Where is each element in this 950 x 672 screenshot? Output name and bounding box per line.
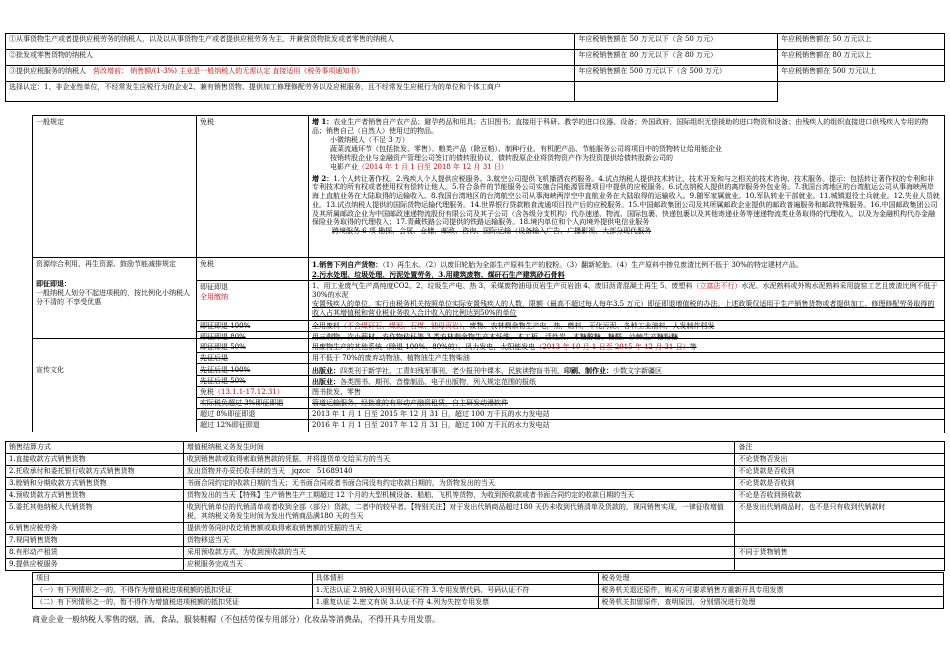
cul-row-line-4 <box>196 386 944 387</box>
timing-row-method: 1.直接收款方式销售货物 <box>6 454 184 466</box>
instant-full-content: 1、用工业废气生产高纯度CO2。2、垃圾生产电、热 3、采煤废物油母页岩生产页岩油 4、废旧沥青混凝土再生 5、废塑料（立富法不行）水泥、水泥熟料或外购水泥熟料采用旋窑工艺且废渣比例不低于 30%的水泥 安置残疾人的单位，实行由税务机关按照单位实际安置残疾人的人数，限额（最高不超过每人每年3.5 万元）即征即退增值税的办法。上述政策仅适用于生产销售货物或者提供加工、修理修配劳务取得的收入占其增值税和营业税业务收入合计收入的比例达到50%的单位 <box>312 282 938 318</box>
timing-row-note <box>735 535 945 547</box>
deduction-row-case: 1.重复认证 2.密文有误 3.认证不符 4.列为失控专用发票 <box>312 597 598 609</box>
taxpayer-type-table <box>5 33 945 102</box>
middle-col2-line <box>196 115 197 432</box>
general-label: 一般规定 <box>36 118 64 126</box>
top-row-4-cond: 选择认定：1、非企业性单位，不经常发生应税行为的企业2、兼有销售货物、提供加工修理修配劳务以及应税服务，且不经常发生应税行为的单位和个体工商户 <box>6 82 575 102</box>
pre-refund-label: 先征后退 <box>200 354 228 362</box>
soft-2-label: 超过 8%即征即退 <box>200 410 256 418</box>
timing-row-note: 不同于货物销售 <box>735 547 945 559</box>
top-row-1-cond: ①从事货物生产或者提供应税劳务的纳税人，以及以从事货物生产或者提供应税劳务为主，并兼营货物批发或者零售的纳税人 <box>6 34 575 50</box>
timing-row-method: 2.托收承付和委托银行收款方式销售货物 <box>6 466 184 478</box>
middle-left-line <box>32 115 33 432</box>
timing-row-time: 提供劳务同时收讫销售额或取得索取销售额的凭据的当天 <box>183 522 735 534</box>
top-row-3-general: 年应税销售额在 500 万元以上 <box>778 66 945 82</box>
soft-3-label: 超过 12%即征即退 <box>200 421 260 429</box>
culture-label: 宣传文化 <box>36 366 64 374</box>
deduction-row-handling: 税务机关扣留原件，查明原因，分别情况进行处理 <box>598 597 943 609</box>
exempt-sim-label: 免税（13.1.1-17.12.31） <box>200 388 284 396</box>
timing-row-time: 收到代销单位的代销清单或者收到全部（部分）货款，二者中的较早者。【特别关注】对于发出代销商品超过180 天仍未收到代销清单及货款的，视同销售实现，一律征收增值税，其纳税义务发生时间为发出代销商品满180 天的当天 <box>183 502 735 523</box>
timing-row-note: 不论是否收到预收款 <box>735 490 945 502</box>
timing-row-method: 9.提供应税服务 <box>6 559 184 571</box>
resource-label: 资源综合利用、再生资源、鼓励节能减排规定 <box>36 260 176 268</box>
top-row-1-small: 年应税销售额在 50 万元以下（含 50 万元） <box>575 34 778 50</box>
refund-50-label: 即征即退 50% <box>200 343 246 351</box>
deduction-row-case: 1.无法认证 2.纳税人识别号认证不符 3.专用发票代码、号码认证不符 <box>312 585 598 597</box>
deduction-row-item: （一）有下列情形之一的，不得作为增值税进项税额的抵扣凭证 <box>33 585 313 597</box>
timing-row-time: 发出货物并办妥托收手续的当天 jqzcc 51689140 <box>183 466 735 478</box>
instant-refund-note: 一般纳税人划分不起进项税的，按比例化小纳税人分不清的 不享受优惠 <box>36 289 190 307</box>
timing-header-note: 备注 <box>735 442 945 454</box>
timing-row-time: 书面合同约定的收款日期的当天；无书面合同或者书面合同没有约定收款日期的，为货物发出的当天 <box>183 478 735 490</box>
deduction-row-item: （二）有下列情形之一的，暂不得作为增值税进项税额的抵扣凭证 <box>33 597 313 609</box>
top-row-4-empty-b <box>778 82 945 102</box>
soft-1-content: 管道运输服务，经批准的有形动产融资租赁，自主研发动漫软件 <box>312 399 508 407</box>
cul-row-line-3 <box>196 375 944 376</box>
tax-timing-table <box>5 441 945 571</box>
deduction-row-handling: 税务机关退还原件，购买方可要求销售方重新开具专用发票 <box>598 585 943 597</box>
cul-row-line-7 <box>196 419 944 420</box>
timing-row-method: 8.有形动产租赁 <box>6 547 184 559</box>
timing-row-note: 不是发出代销商品时，也不是只有收到代销款时 <box>735 502 945 523</box>
pre-refund-content: 用不低于 70%的废弃动物油、植物油生产生物柴油 <box>312 354 470 362</box>
culture-100-label: 先征后退 100% <box>200 366 251 374</box>
cul-row-line-2 <box>196 363 944 364</box>
soft-3-content: 2016 年 1 月 1 日至 2017 年 12 月 31 日，超过 100 万千瓦的水力发电站 <box>312 421 550 429</box>
timing-header-method: 销售结算方式 <box>6 442 184 454</box>
timing-row-method: 5.委托其他纳税人代销货物 <box>6 502 184 523</box>
deduction-header-case: 具体情形 <box>312 573 598 585</box>
instant-label: 即征即退 <box>200 283 228 291</box>
deduction-header-handling: 税务处理 <box>598 573 943 585</box>
timing-row-time: 货物发出的当天【特殊】生产销售生产工期超过 12 个月的大型机械设备、船舶、飞机等货物，为收到预收款或者书面合同约定的收款日期的当天 <box>183 490 735 502</box>
soft-1-label: 实际税负超过 3%即征即退 <box>200 399 284 407</box>
refund-50-content: 用废物生产的其他系统（除退 100%、80%的）、风力发电，太阳能发电（2013 年 10 月 1 日至 2015 年 12 月 31 日）等 <box>312 343 697 351</box>
cul-row-line-6 <box>196 408 944 409</box>
top-row-2-general: 年应税销售额在 80 万元以上 <box>778 50 945 66</box>
deduction-header-item: 项目 <box>33 573 313 585</box>
culture-100-content: 出版业：四类刊于新学社，工青妇残军事刊，老少报刊中课本，民族读物盲书刊，印刷、制作业：少数文字新疆区 <box>312 366 662 375</box>
top-row-3-small: 年应税销售额在 500 万元以下（含 500 万元） <box>575 66 778 82</box>
res-row-line-2 <box>196 320 944 321</box>
refund-100-label: 即征即退 100% <box>200 322 251 330</box>
refund-80-label: 即征即退 80% <box>200 333 246 341</box>
timing-row-method: 6.销售应税劳务 <box>6 522 184 534</box>
top-row-2-small: 年应税销售额在 80 万元以下（含 80 万元） <box>575 50 778 66</box>
res-row-line-3 <box>196 331 944 332</box>
timing-row-time: 应税服务完成当天 <box>183 559 735 571</box>
exempt-sim-content: 图书批发、零售 <box>312 388 361 396</box>
timing-row-method: 4.预收货款方式销售货物 <box>6 490 184 502</box>
middle-col3-line <box>308 115 309 432</box>
timing-row-method: 3.赊销和分期收款方式销售货物 <box>6 478 184 490</box>
timing-row-note: 不论货款是否收到 <box>735 466 945 478</box>
res-exempt-label: 免税 <box>200 260 214 268</box>
top-row-2-cond: ②批发或零售货物的纳税人 <box>6 50 575 66</box>
culture-50-label: 先征后退 50% <box>200 377 246 385</box>
refund-80-content: 用三剩物、次小薪材、农作物秸秆等 3 类农林剩余物生产木纤维、木工板、活性炭、木糖醇糖、糖醛、沙棘生产糖粉糖 <box>312 333 678 341</box>
footer-note: 商业企业一般纳税人零售的烟、酒、食品、服装鞋帽（不包括劳保专用部分）化妆品等消费品，不得开具专用发票。 <box>32 615 440 624</box>
instant-refund-title: 即征即退： <box>36 279 71 288</box>
soft-2-content: 2013 年 1 月 1 日至 2015 年 12 月 31 日，超过 100 万千瓦的水力发电站 <box>312 410 550 418</box>
timing-row-time: 收到销售款或取得索取销售款的凭据，并将提货单交给买方的当天 <box>183 454 735 466</box>
timing-row-time: 货物移送当天 <box>183 535 735 547</box>
refund-100-content: 全用废料（不含煤矸石、煤泥、石煤、油母页岩），废物、农林剩余物生产电，热，燃料，干化污泥、各种工业油料，人发制作档发 <box>312 322 715 330</box>
invoice-deduction-table <box>32 572 944 609</box>
timing-row-note <box>735 559 945 571</box>
top-row-3-cond: ③提供应税服务的纳税人 营改增前： 销售额/(1-3%) 主业是一般纳税人的无需认定 直接适用《税务事项通知书》 <box>6 66 575 82</box>
res-row-line-1 <box>196 280 944 281</box>
top-row-1-general: 年应税销售额在 50 万元以上 <box>778 34 945 50</box>
cul-row-line-1 <box>196 352 944 353</box>
full-refund-label: 全用缴纳 <box>200 293 228 301</box>
exempt-label: 免税 <box>200 118 214 126</box>
timing-row-note: 不论货物否发出 <box>735 454 945 466</box>
exempt-content: 增 1：农业生产者销售自产农产品；避孕药品和用具；古旧图书；直接用于科研、教学的进口仪器、设备；外国政府、国际组织无偿援助的进口物资和设备；由残疾人的组织直接进口供残疾人专用的物品；销售自己（自然人）使用过的物品。 小微纳税人（不足 3 万） 蔬菜流通环节（包括批发、零售）、粮类产品（除豆粕）、制种行业、有机肥产品、节能服务公司将项目中的货物转让给用能企业 按销转股企业与金融资产管理公司签订的债转股协议，债转股原企业将货物资产作为投资提供给债转股新公司的 电影产业（2014 年 1 月 1 日至 2018 年 12 月 31 日） 增 2：1.个人转让著作权。2.残疾人个人提供应税服务。3.航空公司提供飞机播洒农药服务。4.试点纳税人提供技术转让、技术开发和与之相关的技术咨询、技术服务。提示：包括转让著作权的专利和非专利技术的所有权或者使用权有偿转让他人。5.符合条件的节能服务公司实施合同能源管理项目中提供的应税服务。6.试点纳税人提供的离岸服务外包业务。7.我国台湾地区的台湾航运公司从事海峡两岸海上直航业务在大陆取得的运输收入。8.我国台湾地区的台湾航空公司从事海峡两岸空中直航业务在大陆取得的运输收入。9.随军家属就业。10.军队转业干部就业。11.城镇退役士兵就业。12.失业人员就业。13.试点纳税人提供的国际货物运输代理服务。14.世界银行贷款粮食流通项目投产后的应税服务。15.中国邮政集团公司及其所属邮政企业提供的邮政普遍服务和邮政特殊服务。16.中国邮政集团公司及其所属邮政企业为中国邮政速递物流股份有限公司及其子公司（含各级分支机构）代办速递、物流、国际包裹、快递包裹以及其他寄递业务等速递物流类业务取得的代理收入，以及为金融机构代办金融保险业务取得的代理收入；17.青藏铁路公司提供的铁路运输服务。18.境内单位和个人向境外提供电信业服务 跨境服务 6 项 勘探、会展、仓储、邮政、咨询、国际运输（设备输入广告、广播影视、大部分现代服务 <box>312 117 940 236</box>
culture-50-content: 出版业：各类图书、期刊、音像制品、电子出版物，列入规定范围的报纸 <box>312 377 536 386</box>
res-exempt-content: 1.销售下列自产货物：（1）再生水。（2）以废旧轮胎为全部生产原料生产的胶粉。（3）翻新轮胎。（4）生产原料中掺兑废渣比例不低于 30%的特定建材产品。 2.污水处理、垃圾处理、污泥处置劳务，3.用建筑废物、煤矸石生产建筑砂石骨料 <box>312 260 803 280</box>
top-row-4-empty-a <box>575 82 778 102</box>
cul-row-line-5 <box>196 397 944 398</box>
timing-row-note: 不论货款是否收到 <box>735 478 945 490</box>
middle-divider-res <box>32 257 944 258</box>
timing-row-note <box>735 522 945 534</box>
timing-row-time: 采用预收款方式，为收到预收款的当天 <box>183 547 735 559</box>
timing-header-time: 增值税纳税义务发生时间 <box>183 442 735 454</box>
timing-row-method: 7.视同销售货物 <box>6 535 184 547</box>
